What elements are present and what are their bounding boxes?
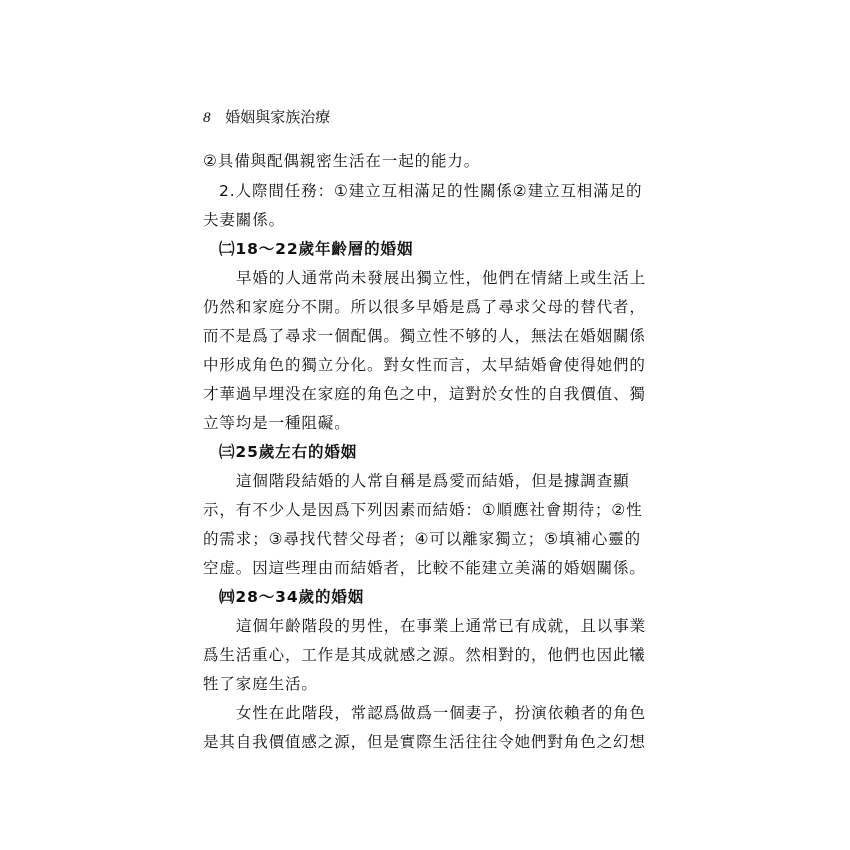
body-line: 這個階段結婚的人常自稱是爲愛而結婚，但是據調查顯 — [236, 472, 630, 490]
body-line: 牲了家庭生活。 — [203, 675, 318, 693]
page-number: 8 — [203, 110, 211, 126]
body-line: 中形成角色的獨立分化。對女性而言，太早結婚會使得她們的 — [203, 356, 646, 374]
section-heading: ㈢25歲左右的婚姻 — [219, 443, 358, 461]
body-line: 這個年齡階段的男性，在事業上通常已有成就，且以事業 — [236, 617, 647, 635]
body-line: 示，有不少人是因爲下列因素而結婚：①順應社會期待；②性 — [203, 501, 643, 519]
body-line: ②具備與配偶親密生活在一起的能力。 — [203, 152, 481, 170]
body-line: 而不是爲了尋求一個配偶。獨立性不够的人，無法在婚姻關係 — [203, 327, 646, 345]
body-line: 仍然和家庭分不開。所以很多早婚是爲了尋求父母的替代者， — [203, 298, 646, 316]
running-header — [203, 107, 330, 128]
running-title: 婚姻與家族治療 — [225, 108, 331, 126]
body-line: 的需求；③尋找代替父母者；④可以離家獨立；⑤填補心靈的 — [203, 530, 641, 548]
body-line: 2.人際間任務：①建立互相滿足的性關係②建立互相滿足的 — [219, 182, 643, 200]
body-line: 夫妻關係。 — [203, 211, 286, 229]
body-line: 女性在此階段，常認爲做爲一個妻子，扮演依賴者的角色 — [236, 704, 647, 722]
section-heading: ㈡18～22歲年齡層的婚姻 — [219, 240, 414, 258]
body-line: 才華過早埋没在家庭的角色之中，這對於女性的自我價值、獨 — [203, 385, 646, 403]
section-heading: ㈣28～34歲的婚姻 — [219, 588, 365, 606]
body-line: 是其自我價值感之源，但是實際生活往往令她們對角色之幻想 — [203, 733, 646, 751]
body-line: 爲生活重心，工作是其成就感之源。然相對的，他們也因此犧 — [203, 646, 646, 664]
body-line: 立等均是一種阻礙。 — [203, 414, 351, 432]
body-line: 空虚。因這些理由而結婚者，比較不能建立美滿的婚姻關係。 — [203, 559, 646, 577]
body-line: 早婚的人通常尚未發展出獨立性，他們在情緒上或生活上 — [236, 269, 647, 287]
